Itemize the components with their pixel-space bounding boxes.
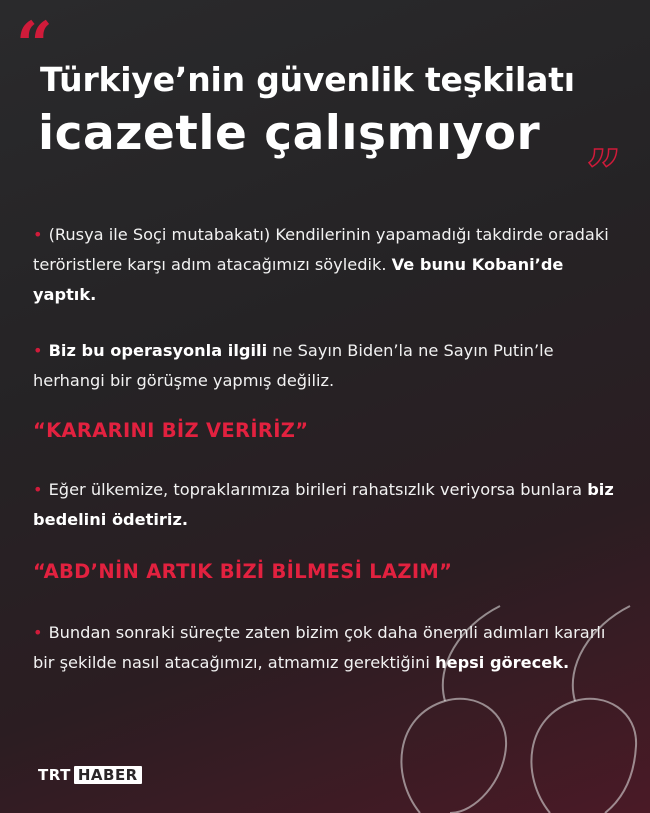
paragraph-2 [33,336,623,396]
section-heading-1: “KARARINI BİZ VERİRİZ” [33,419,309,442]
paragraph-2-bold: Biz bu operasyonla ilgili [48,341,268,360]
quote-outline-right [531,699,636,813]
paragraph-3 [33,475,623,535]
section-heading-2: “ABD’NİN ARTIK BİZİ BİLMESİ LAZIM” [33,560,453,583]
paragraph-2-text: ne Sayın Biden’la ne Sayın Putin’le herhangi bir görüşme yapmış değiliz. [33,341,554,390]
paragraph-4-text: Bundan sonraki süreçte zaten bizim çok daha önemli adımları kararlı bir şekilde nasıl atacağımızı, atmamız gerektiğini [33,623,606,672]
title-line-1: Türkiye’nin güvenlik teşkilatı [40,60,575,99]
paragraph-4-bold: hepsi görecek. [435,653,570,672]
bullet-icon: • [33,480,43,499]
quote-outline-left [401,699,506,813]
logo-haber: HABER [74,766,142,784]
bullet-icon: • [33,341,43,360]
trt-haber-logo [38,765,142,785]
paragraph-1-text: (Rusya ile Soçi mutabakatı) Kendilerinin yapamadığı takdirde oradaki teröristlere karşı adım atacağımızı söyledik. [33,225,609,274]
title-line-2: icazetle çalışmıyor [38,106,541,161]
open-quote-icon: “ [16,8,53,83]
bullet-icon: • [33,225,43,244]
paragraph-3-bold: biz bedelini ödetiriz. [33,480,614,529]
bullet-icon: • [33,623,43,642]
paragraph-3-text: Eğer ülkemize, topraklarımıza birileri rahatsızlık veriyorsa bunlara [48,480,588,499]
paragraph-4 [33,618,623,678]
paragraph-1 [33,220,623,310]
logo-trt: TRT [38,766,71,784]
close-quote-icon: ” [586,136,622,209]
paragraph-1-bold: Ve bunu Kobani’de yaptık. [33,255,564,304]
